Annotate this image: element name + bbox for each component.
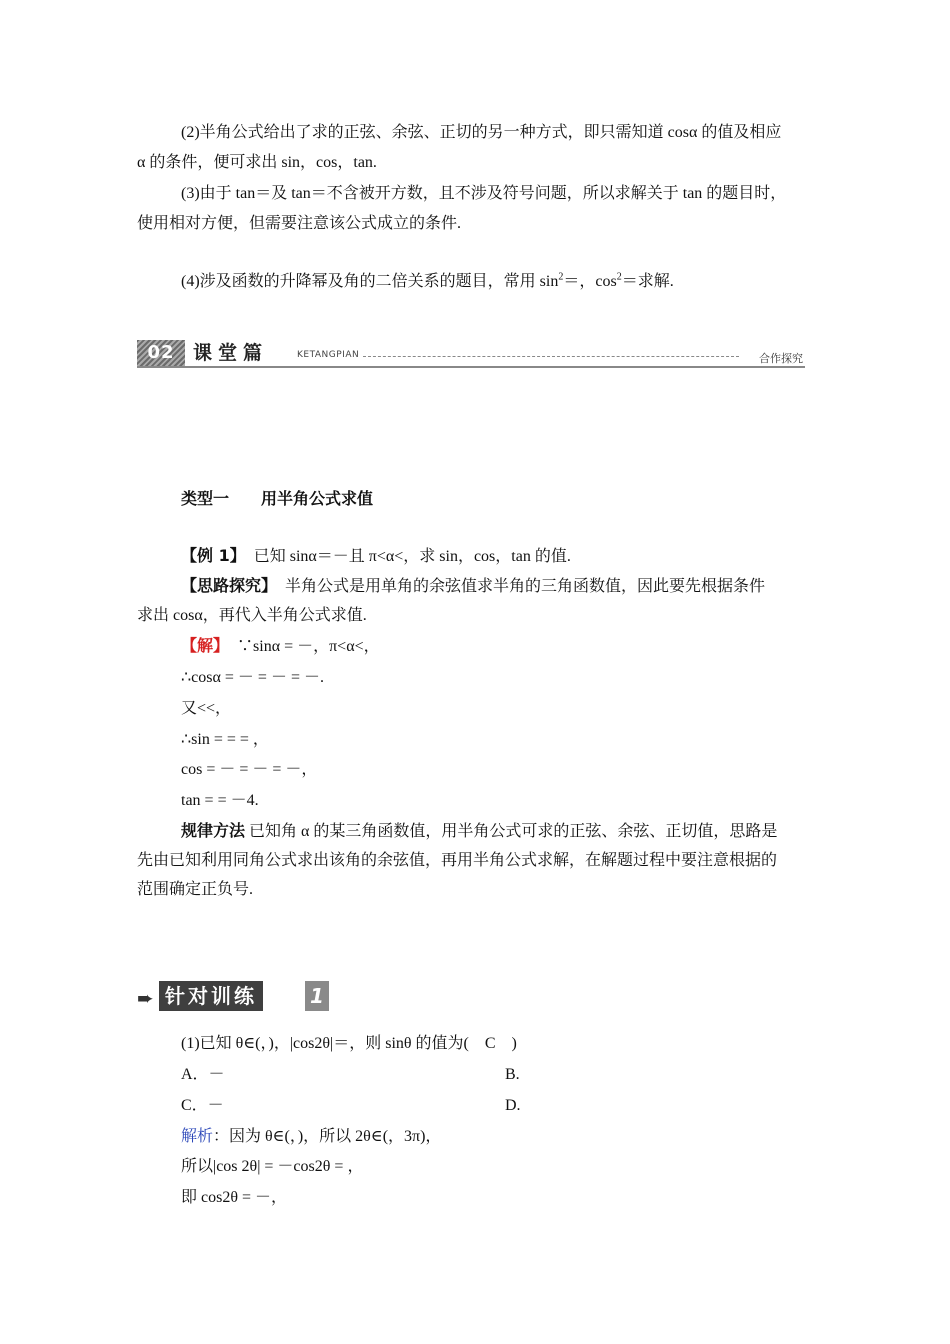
note-2-line-2: α 的条件，便可求出 sin，cos，tan. [137, 154, 377, 171]
analysis-line-2: 所以|cos 2θ| = －cos2θ = ， [181, 1158, 364, 1175]
section-underline [137, 366, 805, 368]
note-4-part-b: ＝，cos [563, 273, 617, 290]
method-line-3: 范围确定正负号. [137, 881, 254, 898]
solution-text-1: ∵sinα = －，π<α<， [221, 638, 380, 655]
analysis-label: 解析 [181, 1128, 214, 1145]
section-subtitle: KETANGPIAN [297, 350, 360, 360]
section-dashed-divider [363, 356, 739, 357]
note-4 [181, 271, 674, 293]
example-label: 【例 1】 [181, 546, 238, 565]
idea-text: 半角公式是用单角的余弦值求半角的三角函数值，因此要先根据条件 [269, 578, 766, 595]
training-banner [137, 981, 337, 1011]
note-2-line-1: (2)半角公式给出了求的正弦、余弦、正切的另一种方式，即只需知道 cosα 的值及相应 [181, 124, 782, 141]
note-4-part-c: ＝求解. [621, 273, 674, 290]
solution-line-4: ∴sin = = = ， [181, 731, 269, 748]
training-title: 针对训练 [159, 981, 263, 1011]
note-4-sup-1: 2 [558, 271, 564, 283]
note-3-line-2: 使用相对方便，但需要注意该公式成立的条件. [137, 215, 462, 232]
example-statement [181, 545, 571, 568]
note-3-line-1: (3)由于 tan＝及 tan＝不含被开方数，且不涉及符号问题，所以求解关于 tan 的题目时， [181, 185, 787, 202]
option-d: D. [505, 1097, 521, 1114]
solution-line-1 [181, 636, 380, 658]
training-number: 1 [305, 981, 329, 1011]
type-heading: 类型一 用半角公式求值 [181, 489, 374, 508]
option-b: B. [505, 1066, 520, 1083]
solution-label: 【解】 [181, 638, 222, 655]
solution-line-5: cos = － = － = －， [181, 761, 318, 778]
method-line-1 [181, 820, 777, 843]
solution-line-2: ∴cosα = － = － = －. [181, 669, 324, 686]
idea-line-2: 求出 cosα，再代入半角公式求值. [137, 607, 367, 624]
analysis-line-1 [181, 1126, 441, 1148]
section-banner [137, 340, 805, 368]
method-text-1: 已知角 α 的某三角函数值，用半角公式可求的正弦、余弦、正切值，思路是 [245, 823, 778, 840]
solution-line-6: tan = = －4. [181, 792, 259, 809]
arrow-right-icon: ➨ [137, 986, 154, 1010]
idea-label: 【思路探究】 [181, 576, 270, 595]
example-text: 已知 sinα＝－且 π<α<，求 sin，cos，tan 的值. [237, 548, 571, 565]
question-stem: (1)已知 θ∈(，)，|cos2θ|＝，则 sinθ 的值为( C ) [181, 1035, 517, 1052]
note-4-part-a: (4)涉及函数的升降幂及角的二倍关系的题目，常用 sin [181, 273, 559, 290]
section-number-badge: 02 [137, 340, 185, 366]
note-4-sup-2: 2 [616, 271, 622, 283]
analysis-text-1: ：因为 θ∈(，)，所以 2θ∈(，3π)， [213, 1128, 442, 1145]
option-c: C．－ [181, 1097, 224, 1114]
option-a: A．－ [181, 1066, 225, 1083]
section-title: 课堂篇 [193, 342, 269, 364]
section-right-label: 合作探究 [759, 352, 803, 365]
idea-line-1 [181, 575, 765, 598]
method-line-2: 先由已知利用同角公式求出该角的余弦值，再用半角公式求解，在解题过程中要注意根据的 [137, 852, 778, 869]
analysis-line-3: 即 cos2θ = －， [181, 1189, 288, 1206]
solution-line-3: 又<<， [181, 700, 232, 717]
method-label: 规律方法 [181, 821, 246, 840]
